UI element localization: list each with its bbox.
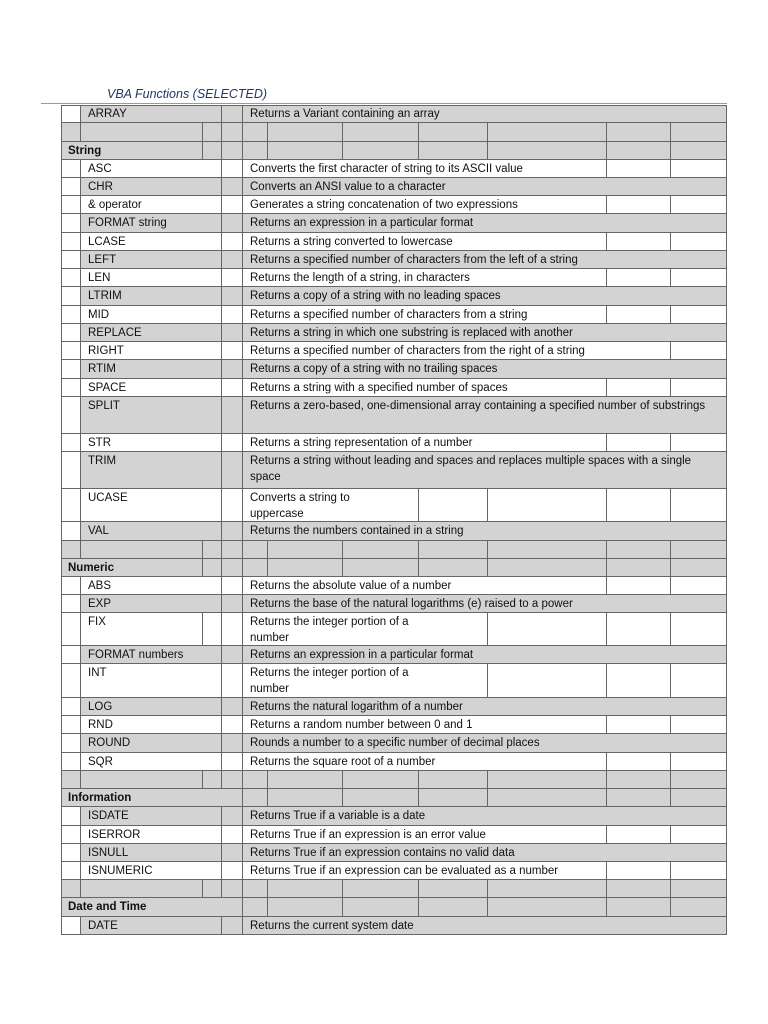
table-cell [61, 269, 81, 287]
table-row [61, 753, 727, 771]
table-cell [222, 826, 243, 844]
table-cell [61, 360, 81, 379]
function-name: EXP [88, 598, 112, 610]
table-cell [222, 613, 243, 646]
table-cell [81, 880, 203, 898]
function-name: FORMAT numbers [88, 649, 184, 661]
table-row [61, 342, 727, 360]
table-row [61, 160, 727, 178]
table-cell [61, 342, 81, 360]
table-cell [488, 489, 607, 522]
table-cell [222, 105, 243, 123]
table-row [61, 251, 727, 269]
table-row [61, 105, 727, 123]
table-cell [343, 142, 419, 160]
function-name: FIX [88, 616, 106, 628]
table-cell [607, 142, 671, 160]
table-cell [243, 142, 268, 160]
spacer-row [61, 771, 727, 789]
table-cell [61, 324, 81, 342]
table-cell [61, 577, 81, 595]
table-row [61, 269, 727, 287]
function-name: ARRAY [88, 108, 127, 120]
table-cell [61, 917, 81, 935]
table-cell [671, 898, 727, 917]
table-cell [222, 360, 243, 379]
table-cell [222, 287, 243, 306]
table-cell [243, 559, 268, 577]
table-cell [419, 541, 488, 559]
function-name: LEFT [88, 254, 117, 266]
table-row [61, 214, 727, 233]
table-cell [607, 233, 671, 251]
table-cell [607, 771, 671, 789]
section-row [61, 142, 727, 160]
table-cell [61, 105, 81, 123]
table-cell [268, 123, 343, 142]
table-cell [607, 489, 671, 522]
function-name: LOG [88, 701, 113, 713]
table-cell [222, 522, 243, 541]
table-row [61, 178, 727, 196]
spacer-row [61, 123, 727, 142]
function-name: ASC [88, 163, 112, 175]
table-cell [222, 664, 243, 698]
table-cell [671, 434, 727, 452]
function-name: UCASE [88, 492, 128, 504]
function-name: SQR [88, 756, 113, 768]
table-cell [419, 142, 488, 160]
table-row [61, 452, 727, 489]
function-description: Returns a string in which one substring is replaced with another [250, 327, 573, 339]
table-row [61, 613, 727, 646]
table-cell [488, 541, 607, 559]
table-cell [671, 771, 727, 789]
table-cell [671, 753, 727, 771]
table-cell [222, 251, 243, 269]
function-name: ABS [88, 580, 112, 592]
function-name: RND [88, 719, 113, 731]
table-cell [268, 142, 343, 160]
table-cell [343, 559, 419, 577]
table-cell [61, 251, 81, 269]
table-cell [61, 379, 81, 397]
table-cell [61, 541, 81, 559]
table-cell [419, 789, 488, 807]
table-row [61, 698, 727, 716]
table-cell [671, 613, 727, 646]
table-cell [607, 379, 671, 397]
function-description: Returns the base of the natural logarithms (e) raised to a power [250, 598, 573, 610]
table-cell [671, 789, 727, 807]
table-cell [268, 898, 343, 917]
function-description: Returns True if an expression is an error value [250, 829, 486, 841]
table-row [61, 287, 727, 306]
table-cell [671, 306, 727, 324]
function-description: Converts the first character of string to its ASCII value [250, 163, 523, 175]
table-cell [222, 434, 243, 452]
function-description: Returns the current system date [250, 920, 414, 932]
table-row [61, 306, 727, 324]
function-description: Returns the integer portion of a number [250, 616, 409, 644]
function-description: Returns the absolute value of a number [250, 580, 452, 592]
function-description: Returns the length of a string, in characters [250, 272, 470, 284]
table-cell [488, 559, 607, 577]
table-cell [61, 771, 81, 789]
table-cell [61, 123, 81, 142]
table-cell [222, 844, 243, 862]
table-cell [671, 826, 727, 844]
table-row [61, 434, 727, 452]
table-cell [222, 142, 243, 160]
table-cell [607, 862, 671, 880]
table-cell [419, 489, 488, 522]
table-row [61, 595, 727, 613]
function-description: Returns the square root of a number [250, 756, 436, 768]
table-cell [61, 862, 81, 880]
table-row [61, 646, 727, 664]
table-cell [268, 880, 343, 898]
table-cell [203, 541, 222, 559]
table-cell [488, 898, 607, 917]
function-description: Rounds a number to a specific number of decimal places [250, 737, 540, 749]
function-description: Returns an expression in a particular format [250, 649, 474, 661]
table-cell [222, 196, 243, 214]
table-cell [61, 160, 81, 178]
table-cell [222, 379, 243, 397]
table-cell [607, 826, 671, 844]
table-cell [671, 379, 727, 397]
table-cell [61, 807, 81, 826]
document-title: VBA Functions (SELECTED) [107, 87, 268, 101]
table-cell [61, 595, 81, 613]
table-cell [343, 541, 419, 559]
table-row [61, 577, 727, 595]
table-cell [243, 541, 268, 559]
function-description: Returns a specified number of characters from the left of a string [250, 254, 578, 266]
table-cell [607, 160, 671, 178]
table-cell [61, 613, 81, 646]
table-cell [671, 342, 727, 360]
table-cell [222, 160, 243, 178]
table-cell [671, 196, 727, 214]
table-row [61, 489, 727, 522]
function-description: Returns True if an expression can be evaluated as a number [250, 865, 559, 877]
table-cell [607, 753, 671, 771]
table-cell [81, 541, 203, 559]
table-cell [607, 306, 671, 324]
function-name: STR [88, 437, 111, 449]
function-name: & operator [88, 199, 142, 211]
table-cell [222, 214, 243, 233]
table-cell [607, 559, 671, 577]
table-cell [268, 789, 343, 807]
function-name: RTIM [88, 363, 116, 375]
table-cell [671, 160, 727, 178]
table-cell [222, 342, 243, 360]
table-cell [671, 142, 727, 160]
function-name: SPACE [88, 382, 127, 394]
table-cell [222, 595, 243, 613]
table-cell [222, 489, 243, 522]
function-description: Returns the natural logarithm of a number [250, 701, 463, 713]
table-cell [222, 807, 243, 826]
table-cell [671, 269, 727, 287]
table-cell [488, 789, 607, 807]
table-cell [268, 771, 343, 789]
table-cell [61, 716, 81, 734]
function-description: Returns the integer portion of a number [250, 667, 409, 695]
function-name: ISNUMERIC [88, 865, 153, 877]
table-cell [243, 123, 268, 142]
function-description: Returns a Variant containing an array [250, 108, 440, 120]
table-cell [61, 397, 81, 434]
table-cell [607, 898, 671, 917]
table-cell [61, 734, 81, 753]
function-name: ISNULL [88, 847, 129, 859]
table-cell [671, 541, 727, 559]
function-description: Returns a string with a specified number of spaces [250, 382, 508, 394]
table-cell [203, 771, 222, 789]
table-cell [222, 646, 243, 664]
table-row [61, 844, 727, 862]
table-cell [61, 306, 81, 324]
table-row [61, 664, 727, 698]
table-cell [222, 917, 243, 935]
section-heading: Date and Time [68, 901, 147, 913]
table-cell [607, 434, 671, 452]
table-cell [671, 577, 727, 595]
table-cell [81, 123, 203, 142]
table-cell [222, 178, 243, 196]
table-cell [222, 577, 243, 595]
table-cell [61, 646, 81, 664]
table-cell [607, 664, 671, 698]
function-name: CHR [88, 181, 113, 193]
table-cell [222, 862, 243, 880]
table-cell [222, 452, 243, 489]
table-cell [671, 123, 727, 142]
table-cell [61, 664, 81, 698]
table-cell [243, 898, 268, 917]
table-cell [61, 434, 81, 452]
function-name: DATE [88, 920, 118, 932]
section-row [61, 898, 727, 917]
table-cell [203, 559, 222, 577]
table-cell [488, 123, 607, 142]
table-cell [671, 489, 727, 522]
function-name: ISDATE [88, 810, 129, 822]
table-cell [268, 559, 343, 577]
table-cell [61, 489, 81, 522]
table-cell [61, 522, 81, 541]
table-cell [671, 880, 727, 898]
function-description: Converts an ANSI value to a character [250, 181, 446, 193]
table-cell [671, 233, 727, 251]
function-name: VAL [88, 525, 109, 537]
table-cell [488, 142, 607, 160]
table-cell [488, 771, 607, 789]
function-name: SPLIT [88, 400, 120, 412]
table-cell [222, 753, 243, 771]
table-cell [61, 452, 81, 489]
table-row [61, 917, 727, 935]
function-description: Returns a copy of a string with no leading spaces [250, 290, 501, 302]
table-cell [222, 397, 243, 434]
table-cell [607, 716, 671, 734]
table-cell [488, 664, 607, 698]
section-heading: Numeric [68, 562, 115, 574]
table-cell [607, 789, 671, 807]
table-cell [222, 123, 243, 142]
function-description: Returns a zero-based, one-dimensional array containing a specified number of substrings [250, 400, 706, 412]
function-description: Generates a string concatenation of two expressions [250, 199, 518, 211]
section-row [61, 789, 727, 807]
table-cell [222, 306, 243, 324]
table-cell [343, 898, 419, 917]
function-name: TRIM [88, 455, 117, 467]
table-cell [222, 771, 243, 789]
table-cell [671, 862, 727, 880]
table-row [61, 360, 727, 379]
table-cell [419, 559, 488, 577]
table-cell [222, 716, 243, 734]
table-cell [203, 142, 222, 160]
function-description: Returns a string representation of a number [250, 437, 473, 449]
table-cell [81, 771, 203, 789]
table-cell [243, 771, 268, 789]
table-cell [222, 324, 243, 342]
table-row [61, 522, 727, 541]
table-cell [607, 269, 671, 287]
table-cell [343, 789, 419, 807]
table-cell [61, 214, 81, 233]
table-cell [607, 577, 671, 595]
table-cell [203, 613, 222, 646]
function-name: ROUND [88, 737, 131, 749]
table-cell [607, 880, 671, 898]
spacer-row [61, 880, 727, 898]
table-cell [419, 880, 488, 898]
function-name: LTRIM [88, 290, 122, 302]
table-row [61, 233, 727, 251]
table-row [61, 734, 727, 753]
table-cell [61, 287, 81, 306]
table-cell [243, 789, 268, 807]
function-description: Returns a random number between 0 and 1 [250, 719, 473, 731]
table-cell [607, 613, 671, 646]
function-name: RIGHT [88, 345, 124, 357]
table-cell [419, 123, 488, 142]
table-cell [222, 233, 243, 251]
table-row [61, 807, 727, 826]
table-cell [343, 880, 419, 898]
table-row [61, 196, 727, 214]
table-row [61, 324, 727, 342]
table-cell [671, 664, 727, 698]
table-cell [222, 698, 243, 716]
section-heading: Information [68, 792, 132, 804]
table-cell [268, 541, 343, 559]
table-cell [607, 123, 671, 142]
function-description: Returns True if a variable is a date [250, 810, 426, 822]
section-row [61, 559, 727, 577]
table-row [61, 862, 727, 880]
section-heading: String [68, 145, 102, 157]
table-row [61, 826, 727, 844]
table-cell [61, 233, 81, 251]
table-cell [419, 771, 488, 789]
table-cell [61, 826, 81, 844]
table-cell [61, 178, 81, 196]
function-name: ISERROR [88, 829, 141, 841]
table-row [61, 716, 727, 734]
table-cell [222, 734, 243, 753]
function-name: MID [88, 309, 110, 321]
table-cell [61, 196, 81, 214]
function-description: Returns a copy of a string with no trailing spaces [250, 363, 498, 375]
function-name: LEN [88, 272, 111, 284]
table-cell [488, 613, 607, 646]
table-cell [671, 559, 727, 577]
function-description: Returns a specified number of characters from the right of a string [250, 345, 585, 357]
table-cell [243, 880, 268, 898]
table-cell [488, 880, 607, 898]
function-description: Returns the numbers contained in a string [250, 525, 464, 537]
table-row [61, 379, 727, 397]
function-description: Returns an expression in a particular format [250, 217, 474, 229]
function-name: LCASE [88, 236, 126, 248]
table-cell [61, 844, 81, 862]
table-cell [222, 559, 243, 577]
table-cell [343, 123, 419, 142]
table-cell [222, 541, 243, 559]
table-cell [61, 880, 81, 898]
function-description: Returns True if an expression contains no valid data [250, 847, 515, 859]
function-description: Returns a string converted to lowercase [250, 236, 453, 248]
function-name: FORMAT string [88, 217, 167, 229]
table-cell [61, 698, 81, 716]
table-cell [607, 196, 671, 214]
table-cell [203, 880, 222, 898]
table-cell [671, 716, 727, 734]
table-cell [222, 880, 243, 898]
spacer-row [61, 541, 727, 559]
table-cell [343, 771, 419, 789]
table-cell [222, 269, 243, 287]
function-name: REPLACE [88, 327, 142, 339]
table-cell [419, 898, 488, 917]
table-cell [607, 541, 671, 559]
table-cell [61, 753, 81, 771]
table-cell [203, 123, 222, 142]
function-description: Returns a specified number of characters from a string [250, 309, 528, 321]
function-name: INT [88, 667, 107, 679]
table-row [61, 397, 727, 434]
function-description: Converts a string to uppercase [250, 492, 350, 520]
function-description: Returns a string without leading and spaces and replaces multiple spaces with a single space [250, 455, 692, 483]
